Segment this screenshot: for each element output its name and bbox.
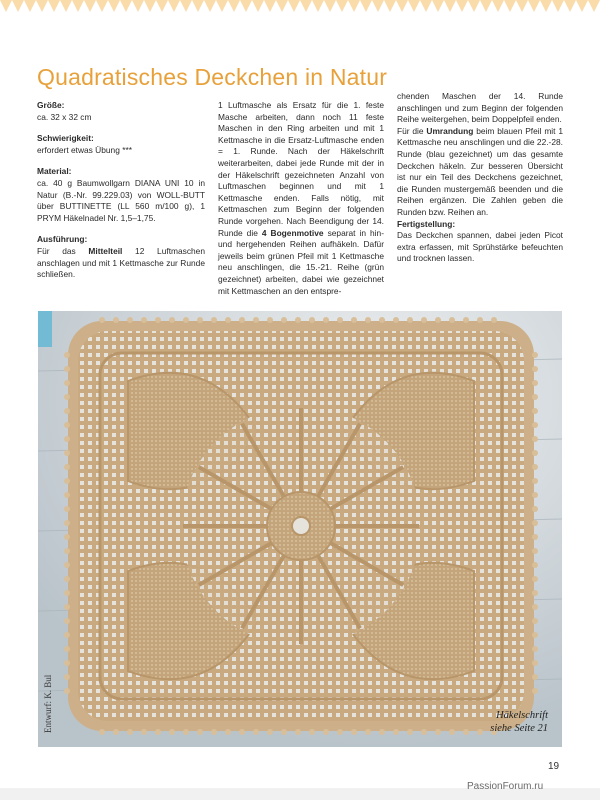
picot — [463, 317, 469, 323]
scallop-tooth — [432, 0, 444, 12]
scallop-tooth — [24, 0, 36, 12]
picot — [532, 660, 538, 666]
scallop-tooth — [48, 0, 60, 12]
scallop-tooth — [492, 0, 504, 12]
scallop-tooth — [360, 0, 372, 12]
caption-line-1: Häkelschrift — [496, 710, 548, 721]
picot — [253, 317, 259, 323]
picot — [532, 674, 538, 680]
picot — [64, 590, 70, 596]
scallop-tooth — [36, 0, 48, 12]
picot — [64, 422, 70, 428]
scallop-tooth — [324, 0, 336, 12]
picot — [421, 317, 427, 323]
chart-reference-caption — [490, 709, 548, 735]
picot — [532, 520, 538, 526]
picot — [64, 604, 70, 610]
scallop-tooth — [144, 0, 156, 12]
scallop-tooth — [444, 0, 456, 12]
picot — [532, 534, 538, 540]
execution-bold-mittelteil: Mittelteil — [88, 245, 123, 256]
picot — [365, 317, 371, 323]
scallop-tooth — [180, 0, 192, 12]
picot — [323, 317, 329, 323]
picot — [64, 394, 70, 400]
picot — [532, 436, 538, 442]
border-text-post: beim blauen Pfeil mit 1 Kettmasche neu anschlingen und die 22.-28. Runde (blau gezeichnet) um das gesamte Deckchen häkeln. Zur besseren Übersicht ist nur ein Teil des Deckchens gezeichnet, die Runden mustergemäß beenden und die Reihen ergänzen. Die Zahlen geben die Runden bzw. Reihen an. — [397, 125, 563, 217]
scallop-tooth — [192, 0, 204, 12]
scallop-tooth — [384, 0, 396, 12]
picot — [155, 729, 161, 735]
picot — [295, 729, 301, 735]
scallop-tooth — [588, 0, 600, 12]
text-column-3 — [397, 91, 563, 265]
scallop-tooth — [456, 0, 468, 12]
scallop-tooth — [336, 0, 348, 12]
picot — [532, 478, 538, 484]
picot — [421, 729, 427, 735]
section-execution — [37, 234, 205, 280]
instructions-bold-bogenmotive: 4 Bogenmotive — [261, 227, 324, 238]
caption-line-2: siehe Seite 21 — [490, 723, 548, 734]
picot — [155, 317, 161, 323]
scallop-tooth — [396, 0, 408, 12]
picot — [351, 317, 357, 323]
picot — [309, 729, 315, 735]
picot — [393, 729, 399, 735]
picot — [64, 464, 70, 470]
scallop-tooth — [348, 0, 360, 12]
picot — [183, 729, 189, 735]
border-text-pre: Für die — [397, 125, 427, 136]
scallop-tooth — [72, 0, 84, 12]
material-value: ca. 40 g Baumwollgarn DIANA UNI 10 in Natur (B.-Nr. 99.229.03) von WOLL-BUTT über BUTTINETTE (LL 560 m/100 g), 1 PRYM Häkelnadel Nr. 1,5–1,75. — [37, 177, 205, 223]
material-label: Material: — [37, 166, 72, 177]
scallop-tooth — [264, 0, 276, 12]
picot — [64, 646, 70, 652]
picot — [64, 450, 70, 456]
picot — [64, 688, 70, 694]
instructions-text-a: 1 Luftmasche als Ersatz für die 1. feste Masche arbeiten, dann noch 11 feste Maschen in den Ring arbeiten und mit 1 Kettmasche in die Ersatz-Luftmasche enden = 1. Runde. Nach der Häkelschrift weiterarbeiten, dabei jede Runde mit der in der Häkelschrift gezeichneten Anzahl von Luftmaschen beginnen und mit 1 Kettmasche enden. Falls nötig, mit Kettmaschen zum Beginn der folgenden Runde vorgehen. Nach Beendigung der 14. Runde die — [218, 100, 384, 238]
scallop-tooth — [564, 0, 576, 12]
scallop-tooth — [12, 0, 24, 12]
scallop-tooth — [240, 0, 252, 12]
finishing-value: Das Deckchen spannen, dabei jeden Picot extra erfassen, mit Sprühstärke befeuchten und trocknen lassen. — [397, 230, 563, 264]
picot — [99, 729, 105, 735]
picot — [407, 729, 413, 735]
picot — [532, 464, 538, 470]
scallop-tooth — [108, 0, 120, 12]
picot — [211, 317, 217, 323]
picot — [532, 618, 538, 624]
picot — [113, 729, 119, 735]
picot — [127, 317, 133, 323]
picot — [532, 366, 538, 372]
picot — [267, 729, 273, 735]
picot — [532, 380, 538, 386]
picot — [239, 317, 245, 323]
picot — [141, 729, 147, 735]
picot — [532, 492, 538, 498]
picot — [379, 729, 385, 735]
scallop-tooth — [228, 0, 240, 12]
scallop-tooth — [168, 0, 180, 12]
border-paragraph — [397, 126, 563, 219]
picot — [169, 317, 175, 323]
picot — [127, 729, 133, 735]
continuation-paragraph: chenden Maschen der 14. Runde anschlingen und zum Beginn der folgenden Reihe weitergehen, beim Doppelpfeil enden. — [397, 91, 563, 125]
picot — [323, 729, 329, 735]
scallop-tooth — [420, 0, 432, 12]
page-title: Quadratisches Deckchen in Natur — [37, 64, 388, 90]
picot — [253, 729, 259, 735]
watermark: PassionForum.ru — [467, 781, 544, 792]
picot — [64, 478, 70, 484]
glass-object — [38, 311, 52, 347]
picot — [64, 408, 70, 414]
picot — [197, 317, 203, 323]
picot — [309, 317, 315, 323]
picot — [532, 562, 538, 568]
size-label: Größe: — [37, 100, 65, 110]
border-bold-umrandung: Umrandung — [426, 125, 474, 136]
picot — [225, 729, 231, 735]
picot — [64, 506, 70, 512]
picot — [99, 317, 105, 323]
picot — [183, 317, 189, 323]
picot — [197, 729, 203, 735]
scallop-tooth — [0, 0, 12, 12]
scallop-tooth — [132, 0, 144, 12]
text-column-2 — [218, 100, 384, 297]
picot — [64, 618, 70, 624]
difficulty-label: Schwierigkeit: — [37, 133, 94, 144]
picot — [337, 729, 343, 735]
picot — [379, 317, 385, 323]
scallop-tooth — [480, 0, 492, 12]
picot — [64, 562, 70, 568]
picot — [64, 660, 70, 666]
picot — [532, 422, 538, 428]
picot — [281, 317, 287, 323]
center-medallion — [181, 406, 421, 646]
picot — [295, 317, 301, 323]
execution-label: Ausführung: — [37, 234, 88, 245]
picot — [64, 492, 70, 498]
scallop-tooth — [408, 0, 420, 12]
picot — [211, 729, 217, 735]
picot — [267, 317, 273, 323]
execution-text-post: 12 Luftmaschen anschlagen und mit 1 Kettmasche zur Runde schließen. — [37, 245, 205, 280]
picot — [64, 576, 70, 582]
execution-text-pre: Für das — [37, 245, 89, 256]
picot — [477, 317, 483, 323]
picot — [64, 436, 70, 442]
picot — [281, 729, 287, 735]
scallop-tooth — [84, 0, 96, 12]
scallop-tooth — [468, 0, 480, 12]
picot — [532, 394, 538, 400]
picot — [435, 729, 441, 735]
picot — [532, 352, 538, 358]
scallop-tooth — [552, 0, 564, 12]
picot — [393, 317, 399, 323]
picot — [169, 729, 175, 735]
picot — [64, 534, 70, 540]
scallop-tooth — [516, 0, 528, 12]
picot — [532, 506, 538, 512]
instructions-text-b: separat in hin- und hergehenden Reihen aufhäkeln. Dafür jeweils beim grünen Pfeil mit 1 Kettmasche neu anschlingen, die 15.-21. Reihe (grün gezeichnet) arbeiten, dabei wie gezeichnet mit Kettmaschen an den entspre- — [218, 227, 384, 296]
scallop-tooth — [204, 0, 216, 12]
picot — [449, 729, 455, 735]
scallop-tooth — [276, 0, 288, 12]
picot — [463, 729, 469, 735]
picot — [532, 688, 538, 694]
finishing-label: Fertigstellung: — [397, 218, 456, 229]
scallop-tooth — [216, 0, 228, 12]
picot — [225, 317, 231, 323]
picot — [351, 729, 357, 735]
section-material — [37, 166, 205, 224]
scallop-tooth — [60, 0, 72, 12]
scallop-tooth — [288, 0, 300, 12]
scallop-tooth — [120, 0, 132, 12]
picot — [532, 548, 538, 554]
doily-photo — [38, 311, 562, 747]
scallop-tooth — [312, 0, 324, 12]
picot — [64, 380, 70, 386]
picot — [532, 632, 538, 638]
scallop-tooth — [504, 0, 516, 12]
scallop-tooth — [576, 0, 588, 12]
picot — [64, 366, 70, 372]
page-number: 19 — [548, 761, 560, 772]
scallop-tooth — [252, 0, 264, 12]
design-credit: Entwurf: K. Bul — [43, 674, 53, 733]
text-column-1 — [37, 100, 205, 291]
doily-illustration — [38, 311, 562, 747]
scallop-tooth — [300, 0, 312, 12]
execution-value — [37, 246, 205, 281]
picot — [239, 729, 245, 735]
size-value: ca. 32 x 32 cm — [37, 111, 92, 122]
picot — [532, 590, 538, 596]
picot — [64, 674, 70, 680]
picot — [532, 576, 538, 582]
picot — [532, 450, 538, 456]
picot — [532, 408, 538, 414]
picot — [435, 317, 441, 323]
picot — [64, 352, 70, 358]
picot — [477, 729, 483, 735]
picot — [141, 317, 147, 323]
picot — [407, 317, 413, 323]
picot — [64, 548, 70, 554]
picot — [491, 317, 497, 323]
picot — [532, 604, 538, 610]
top-scallop-border — [0, 0, 600, 26]
picot — [64, 632, 70, 638]
picot — [532, 646, 538, 652]
picot — [365, 729, 371, 735]
scallop-tooth — [540, 0, 552, 12]
difficulty-value: erfordert etwas Übung *** — [37, 144, 132, 155]
scallop-tooth — [96, 0, 108, 12]
scallop-tooth — [372, 0, 384, 12]
picot — [64, 520, 70, 526]
scallop-tooth — [528, 0, 540, 12]
picot — [113, 317, 119, 323]
scallop-pattern — [0, 0, 600, 26]
section-size — [37, 100, 205, 123]
section-difficulty — [37, 133, 205, 156]
scallop-tooth — [156, 0, 168, 12]
instructions-paragraph — [218, 100, 384, 297]
picot — [337, 317, 343, 323]
picot — [449, 317, 455, 323]
